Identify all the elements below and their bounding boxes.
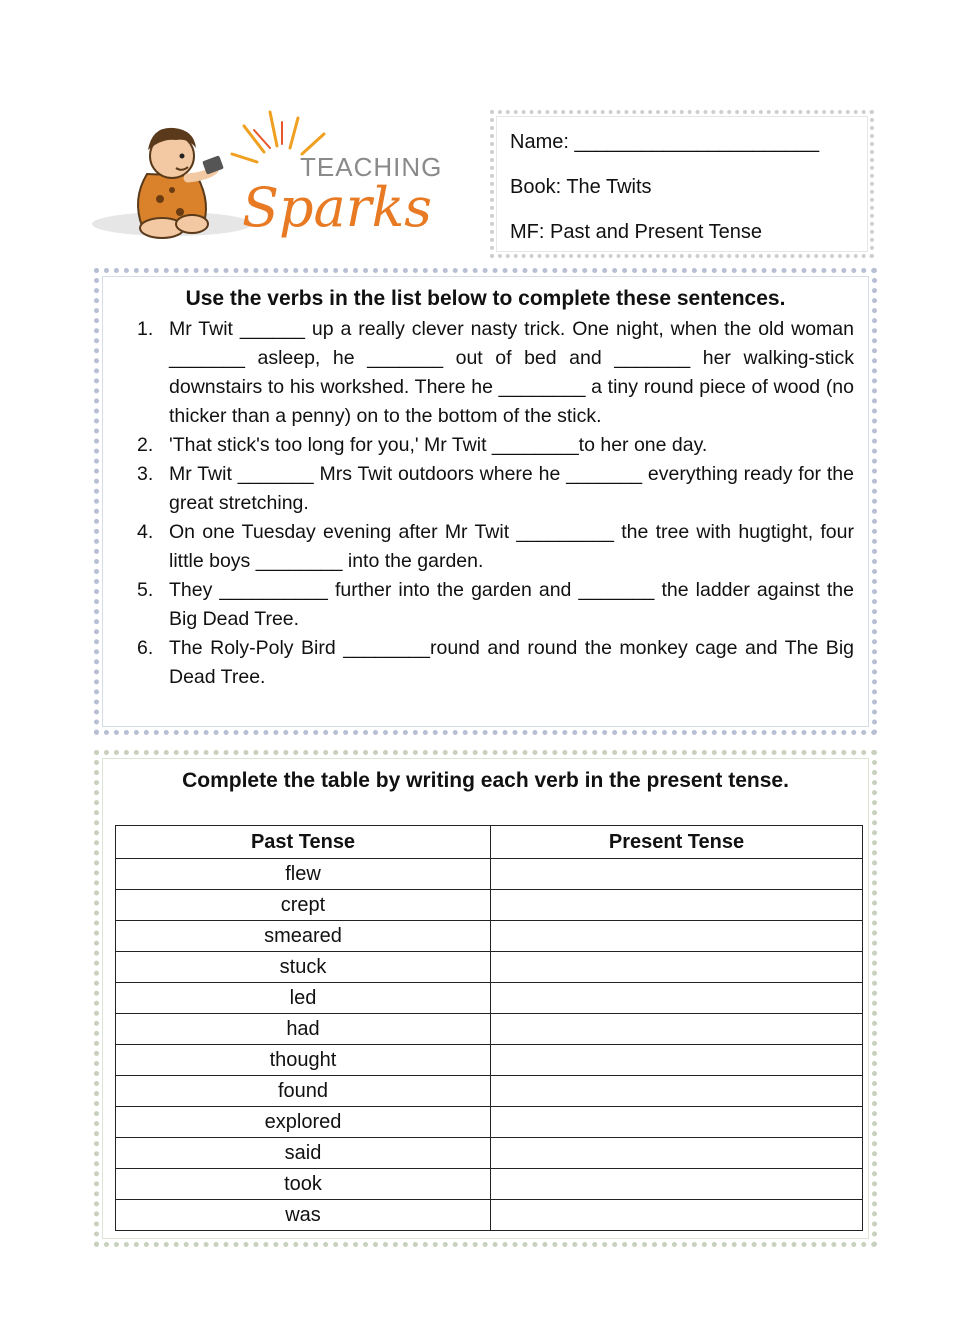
table-row	[116, 1014, 863, 1045]
table-row	[116, 859, 863, 890]
present-answer-cell[interactable]	[491, 1014, 863, 1045]
past-verb-cell: crept	[116, 890, 491, 921]
brand-sparks: Sparks	[242, 176, 433, 239]
item-number: 6.	[137, 637, 154, 659]
name-line[interactable]: Name: ______________________	[510, 131, 820, 153]
present-answer-cell[interactable]	[491, 1076, 863, 1107]
item-text: Mr Twit ______ up a really clever nasty trick. One night, when the old woman _______ asleep, he _______ out of bed and _______ her walking-stick downstairs to his workshed. There he ________ a tiny round piece of wood (no thicker than a penny) on to the bottom of the stick.	[169, 318, 854, 427]
present-answer-cell[interactable]	[491, 1107, 863, 1138]
mf-line: MF: Past and Present Tense	[510, 221, 762, 243]
table-row	[116, 952, 863, 983]
item-number: 3.	[137, 463, 154, 485]
past-verb-cell: thought	[116, 1045, 491, 1076]
book-line: Book: The Twits	[510, 176, 652, 198]
present-answer-cell[interactable]	[491, 921, 863, 952]
past-verb-cell: took	[116, 1169, 491, 1200]
table-row	[116, 890, 863, 921]
item-text: The Roly-Poly Bird ________round and round the monkey cage and The Big Dead Tree.	[169, 637, 854, 688]
past-tense-header: Past Tense	[116, 826, 491, 859]
item-number: 2.	[137, 434, 154, 456]
item-number: 5.	[137, 579, 154, 601]
item-text: 'That stick's too long for you,' Mr Twit ________to her one day.	[169, 434, 708, 456]
past-verb-cell: smeared	[116, 921, 491, 952]
brand-teaching: TEACHING	[300, 152, 443, 182]
sentence-list	[115, 315, 856, 692]
sentences-panel	[94, 268, 877, 735]
table-row	[116, 1169, 863, 1200]
past-verb-cell: said	[116, 1138, 491, 1169]
past-verb-cell: was	[116, 1200, 491, 1231]
present-answer-cell[interactable]	[491, 859, 863, 890]
verb-table-panel	[94, 750, 877, 1247]
item-number: 1.	[137, 318, 154, 340]
table-heading: Complete the table by writing each verb in the present tense.	[182, 769, 789, 792]
past-verb-cell: stuck	[116, 952, 491, 983]
past-verb-cell: explored	[116, 1107, 491, 1138]
list-item[interactable]	[115, 634, 854, 692]
table-header-row	[116, 826, 863, 859]
past-verb-cell: found	[116, 1076, 491, 1107]
list-item[interactable]	[115, 431, 854, 460]
caveman-logo-icon	[92, 104, 462, 254]
item-text: They __________ further into the garden and _______ the ladder against the Big Dead Tree.	[169, 579, 854, 630]
table-row	[116, 1045, 863, 1076]
teaching-sparks-logo	[92, 104, 462, 254]
list-item[interactable]	[115, 460, 854, 518]
present-tense-header: Present Tense	[491, 826, 863, 859]
sentences-heading: Use the verbs in the list below to complete these sentences.	[185, 287, 786, 310]
item-text: Mr Twit _______ Mrs Twit outdoors where he _______ everything ready for the great stretching.	[169, 463, 854, 514]
past-verb-cell: led	[116, 983, 491, 1014]
present-answer-cell[interactable]	[491, 890, 863, 921]
item-text: On one Tuesday evening after Mr Twit _________ the tree with hugtight, four little boys ________ into the garden.	[169, 521, 854, 572]
present-answer-cell[interactable]	[491, 1200, 863, 1231]
present-answer-cell[interactable]	[491, 983, 863, 1014]
list-item[interactable]	[115, 315, 854, 431]
past-verb-cell: had	[116, 1014, 491, 1045]
student-info-box	[490, 110, 874, 258]
present-answer-cell[interactable]	[491, 952, 863, 983]
item-number: 4.	[137, 521, 154, 543]
table-row	[116, 921, 863, 952]
table-row	[116, 1138, 863, 1169]
present-answer-cell[interactable]	[491, 1169, 863, 1200]
list-item[interactable]	[115, 518, 854, 576]
verb-table	[115, 825, 863, 1231]
list-item[interactable]	[115, 576, 854, 634]
table-row	[116, 1076, 863, 1107]
past-verb-cell: flew	[116, 859, 491, 890]
table-row	[116, 983, 863, 1014]
present-answer-cell[interactable]	[491, 1138, 863, 1169]
present-answer-cell[interactable]	[491, 1045, 863, 1076]
table-row	[116, 1107, 863, 1138]
table-row	[116, 1200, 863, 1231]
